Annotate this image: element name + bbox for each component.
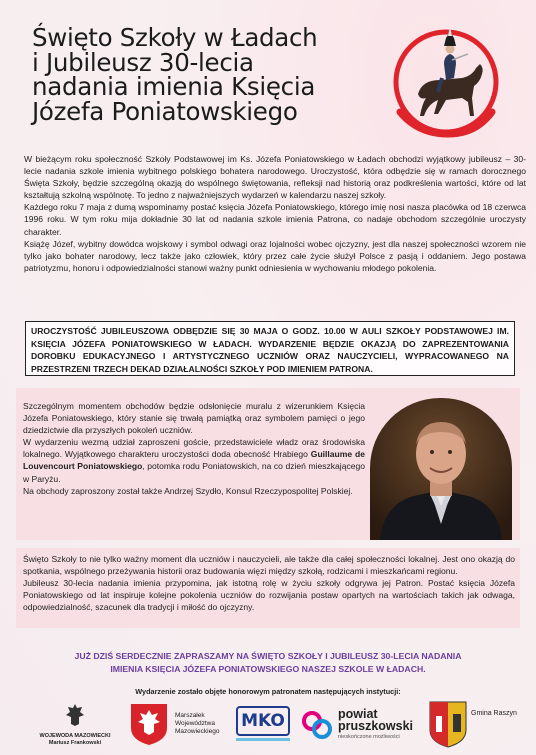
title-line-3: nadania imienia Księcia — [32, 72, 316, 101]
mural-section-text — [23, 400, 365, 497]
gmina-logo — [428, 700, 532, 750]
patronage-label: Wydarzenie zostało objęte honorowym patronatem następujących instytucji: — [135, 687, 401, 696]
gmina-name: Gmina Raszyn — [471, 710, 517, 717]
title-line-2: i Jubileusz 30-lecia — [32, 47, 254, 77]
invitation-line-2: IMIENIA KSIĘCIA JÓZEFA PONIATOWSKIEGO NASZEJ SZKOLE W ŁADACH. — [110, 663, 426, 674]
intro-paragraph: Każdego roku 7 maja z dumą wspominamy postać księcia Józefa Poniatowskiego, którego imię nosi nasza placówka od 18 czerwca 1996 roku. W tym roku mija dokładnie 30 lat od nadania szkole imienia Patrona, co nadaje obchodom szczególnie uroczysty charakter. — [24, 202, 526, 237]
powiat-tagline: nieskończone możliwości — [338, 734, 400, 740]
intro-paragraph: W bieżącym roku społeczność Szkoły Podstawowej im Ks. Józefa Poniatowskiego w Ładach obchodzi wyjątkowy jubileusz – 30-lecie nadania szkole imienia wybitnego polskiego bohatera narodowego. Uroczystość, która odbędzie się w ramach dorocznego Święta Szkoły, będzie szczególną okazją do wspólnego świętowania, refleksji nad historią oraz podkreślenia wartości, które od lat kształtują szkolną wspólnotę. To jedno z najważniejszych wydarzeń w kalendarzu naszej szkoły. — [24, 154, 526, 201]
intro-text — [24, 153, 526, 274]
wojewoda-title: WOJEWODA MAZOWIECKI — [39, 733, 111, 739]
mko-underline — [236, 738, 290, 741]
guests-text-end: , potomka rodu Poniatowskich, na co dzień mieszkającego w Paryżu. — [23, 461, 365, 484]
marszalek-line-1: Marszałek — [175, 712, 205, 719]
guests-paragraph — [23, 436, 365, 484]
mko-wordmark: MKO — [236, 706, 290, 736]
powiat-line-1: powiat — [338, 707, 378, 721]
wojewoda-name: Mariusz Frankowski — [48, 740, 102, 746]
invitation-text — [20, 650, 516, 675]
raszyn-crest-icon — [428, 700, 468, 748]
community-section-text — [23, 553, 515, 613]
powiat-logo — [300, 708, 430, 746]
patron-logos — [0, 698, 536, 755]
marszalek-line-2: Województwa — [175, 720, 215, 727]
invitation-line-1: JUŻ DZIŚ SERDECZNIE ZAPRASZAMY NA ŚWIĘTO SZKOŁY I JUBILEUSZ 30-LECIA NADANIA — [74, 651, 462, 661]
powiat-line-2: pruszkowski — [338, 719, 414, 733]
guests-text-start: W wydarzeniu wezmą udział zaproszeni goście, przedstawiciele władz oraz środowiska lokalnego. Wyjątkowego charakteru uroczystości doda obecność Hrabiego — [23, 437, 365, 460]
title-line-4: Józefa Poniatowskiego — [32, 96, 298, 126]
patron-paragraph: Jubileusz 30-lecia nadania imienia przypomina, jak istotną rolę w życiu szkoły odgrywa jej Patron. Postać księcia Józefa Poniatowskiego od lat inspiruje kolejne pokolenia uczniów do rozwijania postaw opartych na wartościach takich jak odwaga, odpowiedzialność, szacunek dla tradycji i miłość do ojczyzny. — [23, 578, 515, 613]
powiat-name — [338, 708, 413, 732]
mko-logo — [236, 706, 292, 744]
title-line-1: Święto Szkoły w Ładach — [32, 23, 318, 52]
community-paragraph: Święto Szkoły to nie tylko ważny moment dla uczniów i nauczycieli, ale także dla całej społeczności lokalnej. Jest ono okazją do spotkania, wspólnego przeżywania historii oraz budowania więzi między szkołą, rodzicami i mieszkańcami regionu. — [23, 554, 515, 577]
powiat-symbol-icon — [300, 708, 334, 742]
consul-paragraph: Na obchody zaproszony został także Andrzej Szydło, Konsul Rzeczypospolitej Polskiej. — [23, 485, 353, 496]
guest-name: Guillaume de Louvencourt Poniatowskiego — [23, 449, 366, 472]
announcement-box: UROCZYSTOŚĆ JUBILEUSZOWA ODBĘDZIE SIĘ 30 MAJA O GODZ. 10.00 W AULI SZKOŁY PODSTAWOWEJ IM. KSIĘCIA JÓZEFA PONIATOWSKIEGO W ŁADACH. WYDARZENIE BĘDZIE OKAZJĄ DO ZAPREZENTOWANIA DOROBKU EDUKACYJNEGO I ARTYSTYCZNEGO UCZNIÓW ORAZ NAUCZYCIELI, WYPRACOWANEGO NA PRZESTRZENI TRZECH DEKAD DZIAŁALNOŚCI SZKOŁY POD IMIENIEM PATRONA. — [25, 321, 515, 376]
marszalek-line-3: Mazowieckiego — [175, 728, 220, 735]
guest-portrait-image — [370, 398, 512, 540]
marszalek-logo — [127, 702, 232, 748]
mazovia-crest-icon — [127, 702, 171, 746]
wojewoda-logo — [30, 702, 120, 747]
mural-paragraph: Szczególnym momentem obchodów będzie odsłonięcie muralu z wizerunkiem Księcia Józefa Poniatowskiego, który stanie się trwałą pamiątką oraz symbolem pamięci o jego dziedzictwie dla przyszłych pokoleń uczniów. — [23, 401, 365, 436]
marszalek-text — [175, 712, 219, 736]
intro-paragraph: Książę Józef, wybitny dowódca wojskowy i symbol odwagi oraz lojalności wobec ojczyzny, jest dla naszej społeczności wzorem nie tylko jako bohater narodowy, lecz także jako człowiek, który przez całe życie służył Polsce z pasją i oddaniem. Jego postawa patriotyzmu, honoru i odpowiedzialności stanowi ważny punkt odniesienia w wychowaniu młodego pokolenia. — [24, 238, 526, 273]
page-title — [32, 23, 372, 126]
white-eagle-icon — [64, 702, 86, 728]
horseman-emblem-icon — [388, 16, 500, 144]
